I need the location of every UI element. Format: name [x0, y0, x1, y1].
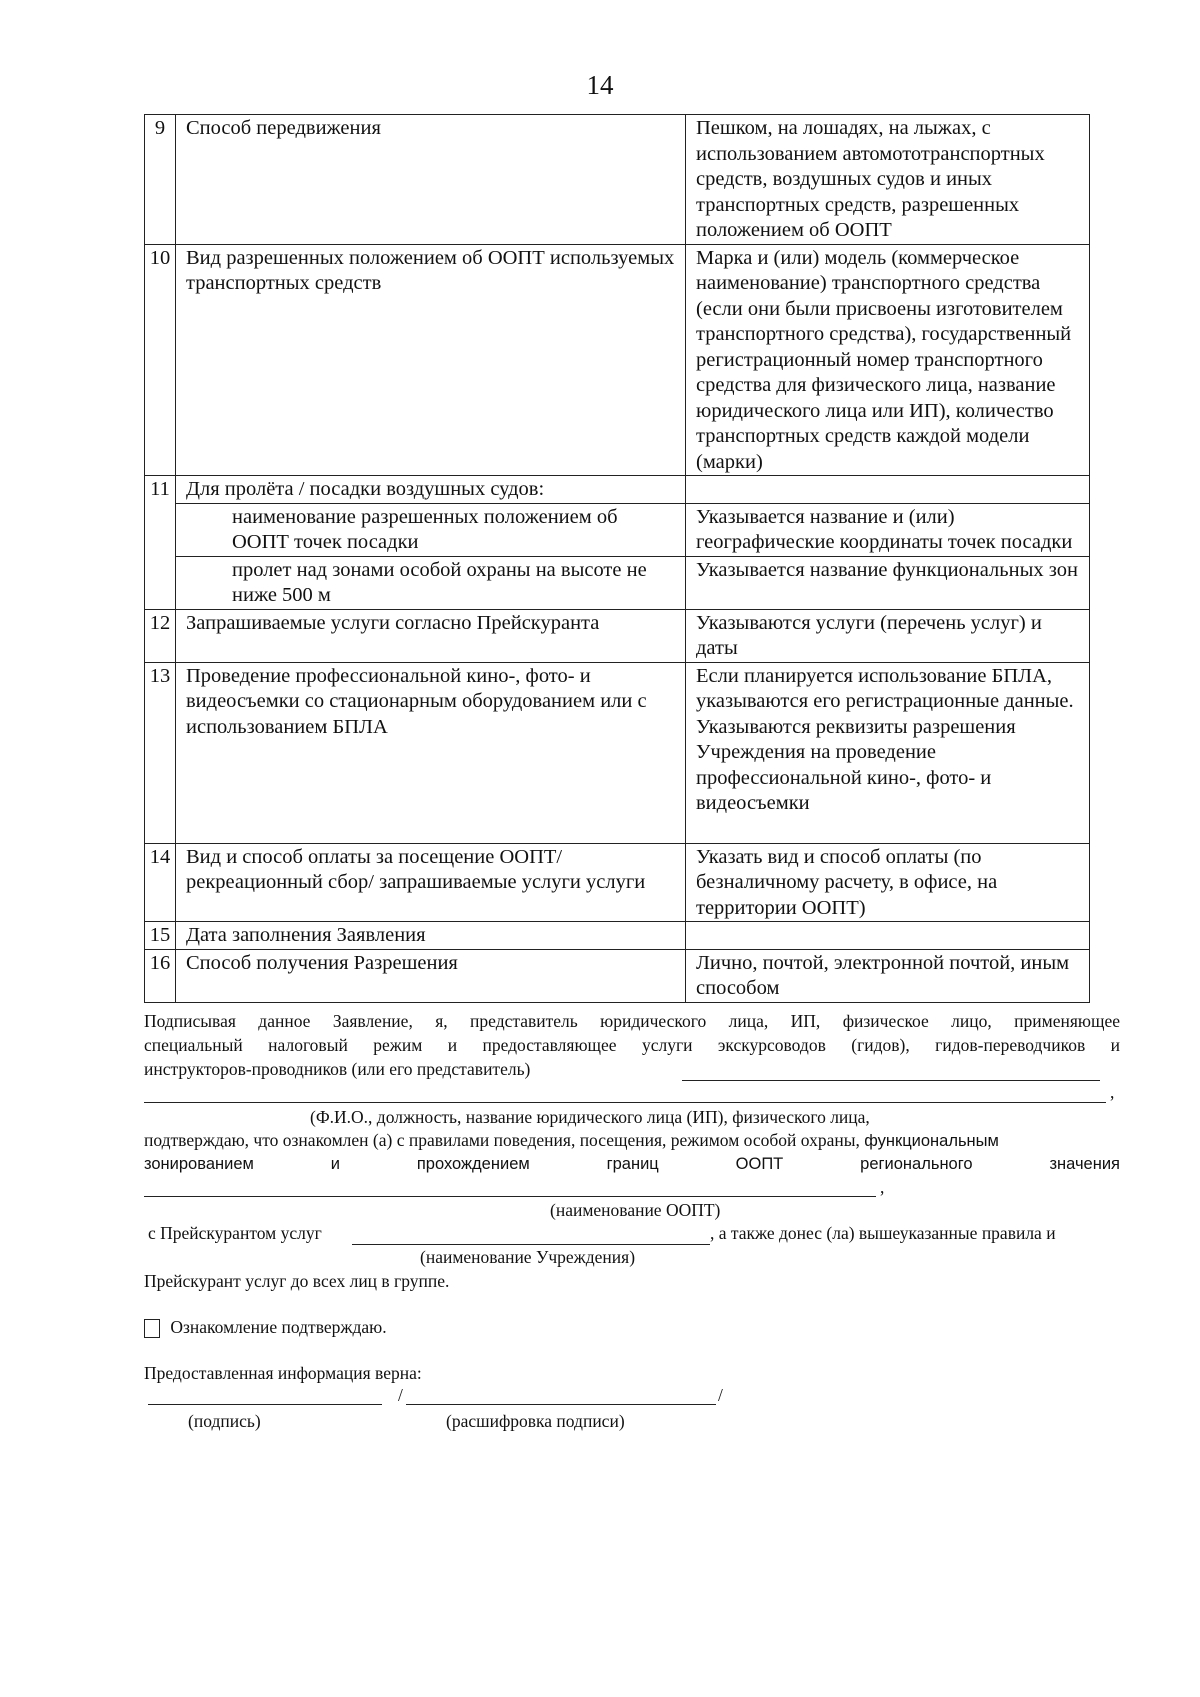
row-number: 9 — [145, 115, 176, 245]
row-label: Вид разрешенных положением об ООПТ используемых транспортных средств — [176, 244, 686, 476]
table-row — [145, 949, 1090, 1002]
row-value: Пешком, на лошадях, на лыжах, с использованием автомототранспортных средств, воздушных судов и иных транспортных средств, разрешенных положением об ООПТ — [686, 115, 1090, 245]
row-value[interactable] — [686, 922, 1090, 950]
row-value: Указываются услуги (перечень услуг) и даты — [686, 609, 1090, 662]
row-value: Указывается название и (или) географические координаты точек посадки — [686, 503, 1090, 556]
row-number: 13 — [145, 662, 176, 843]
representative-name-field[interactable] — [682, 1062, 1100, 1081]
zoning-line: зонированием и прохождением границ ООПТ регионального значения — [144, 1155, 1120, 1173]
row-label: Способ получения Разрешения — [176, 949, 686, 1002]
row-value: Указывается название функциональных зон — [686, 556, 1090, 609]
confirm-text — [144, 1129, 1144, 1154]
consent-line-2: специальный налоговый режим и предоставляющее услуги экскурсоводов (гидов), гидов-переводчиков и — [144, 1035, 1120, 1055]
price-list-suffix: , а также донес (ла) вышеуказанные правила и — [710, 1223, 1056, 1243]
table-row — [145, 662, 1090, 843]
row-number: 15 — [145, 922, 176, 950]
row-number: 16 — [145, 949, 176, 1002]
row-label: Способ передвижения — [176, 115, 686, 245]
price-list-prefix: с Прейскурантом услуг — [148, 1223, 322, 1243]
oopt-name-field[interactable] — [144, 1182, 876, 1197]
fio-caption: (Ф.И.О., должность, название юридического лица (ИП), физического лица, — [310, 1107, 870, 1127]
row-sub-label: пролет над зонами особой охраны на высоте не ниже 500 м — [176, 556, 686, 609]
price-list-line-2: Прейскурант услуг до всех лиц в группе. — [144, 1271, 450, 1291]
confirm-text-main: подтверждаю, что ознакомлен (а) с правилами поведения, посещения, режимом особой охраны, — [144, 1130, 860, 1150]
application-form-table — [144, 114, 1090, 1003]
table-subrow — [145, 556, 1090, 609]
institution-name-field[interactable] — [352, 1224, 710, 1245]
institution-caption: (наименование Учреждения) — [420, 1247, 636, 1267]
signature-field[interactable] — [148, 1390, 382, 1405]
table-subrow — [145, 503, 1090, 556]
representative-name-field-continued[interactable] — [144, 1090, 1106, 1103]
row-value: Марка и (или) модель (коммерческое наименование) транспортного средства (если они были присвоены изготовителем транспортного средства), государственный регистрационный номер транспортного средства для физического лица, название юридического лица или ИП), количество транспортных средств каждой модели (марки) — [686, 244, 1090, 476]
table-row — [145, 244, 1090, 476]
row-value — [686, 476, 1090, 504]
signature-decoding-field[interactable] — [406, 1390, 716, 1405]
table-row — [145, 609, 1090, 662]
info-correct-label: Предоставленная информация верна: — [144, 1363, 422, 1383]
acknowledgement-row — [144, 1316, 744, 1340]
comma: , — [1110, 1082, 1115, 1102]
table-row — [145, 843, 1090, 922]
decoding-caption: (расшифровка подписи) — [446, 1411, 625, 1431]
signature-caption: (подпись) — [188, 1411, 261, 1431]
row-number: 12 — [145, 609, 176, 662]
slash-right: / — [718, 1385, 723, 1405]
consent-line-1: Подписывая данное Заявление, я, представитель юридического лица, ИП, физическое лицо, применяющее — [144, 1011, 1120, 1031]
table-row — [145, 115, 1090, 245]
row-value: Указать вид и способ оплаты (по безналичному расчету, в офисе, на территории ООПТ) — [686, 843, 1090, 922]
page-number: 14 — [586, 70, 614, 100]
row-label: Вид и способ оплаты за посещение ООПТ/рекреационный сбор/ запрашиваемые услуги услуги — [176, 843, 686, 922]
table-row — [145, 476, 1090, 504]
acknowledgement-checkbox[interactable] — [144, 1319, 160, 1338]
slash-left: / — [398, 1385, 403, 1405]
confirm-text-functional: функциональным — [864, 1132, 999, 1150]
row-number: 14 — [145, 843, 176, 922]
table-row — [145, 922, 1090, 950]
row-sub-label: наименование разрешенных положением об ООПТ точек посадки — [176, 503, 686, 556]
row-label: Для пролёта / посадки воздушных судов: — [176, 476, 686, 504]
row-value: Лично, почтой, электронной почтой, иным способом — [686, 949, 1090, 1002]
row-number: 11 — [145, 476, 176, 610]
row-label: Запрашиваемые услуги согласно Прейскуранта — [176, 609, 686, 662]
row-label: Проведение профессиональной кино-, фото- и видеосъемки со стационарным оборудованием или с использованием БПЛА — [176, 662, 686, 843]
comma-2: , — [880, 1177, 885, 1197]
row-number: 10 — [145, 244, 176, 476]
oopt-caption: (наименование ООПТ) — [550, 1200, 721, 1220]
row-label: Дата заполнения Заявления — [176, 922, 686, 950]
row-value: Если планируется использование БПЛА, указываются его регистрационные данные. Указываются реквизиты разрешения Учреждения на проведение профессиональной кино-, фото- и видеосъемки — [686, 662, 1090, 843]
acknowledgement-label: Ознакомление подтверждаю. — [170, 1317, 387, 1337]
consent-line-3: инструкторов-проводников (или его представитель) — [144, 1059, 531, 1079]
